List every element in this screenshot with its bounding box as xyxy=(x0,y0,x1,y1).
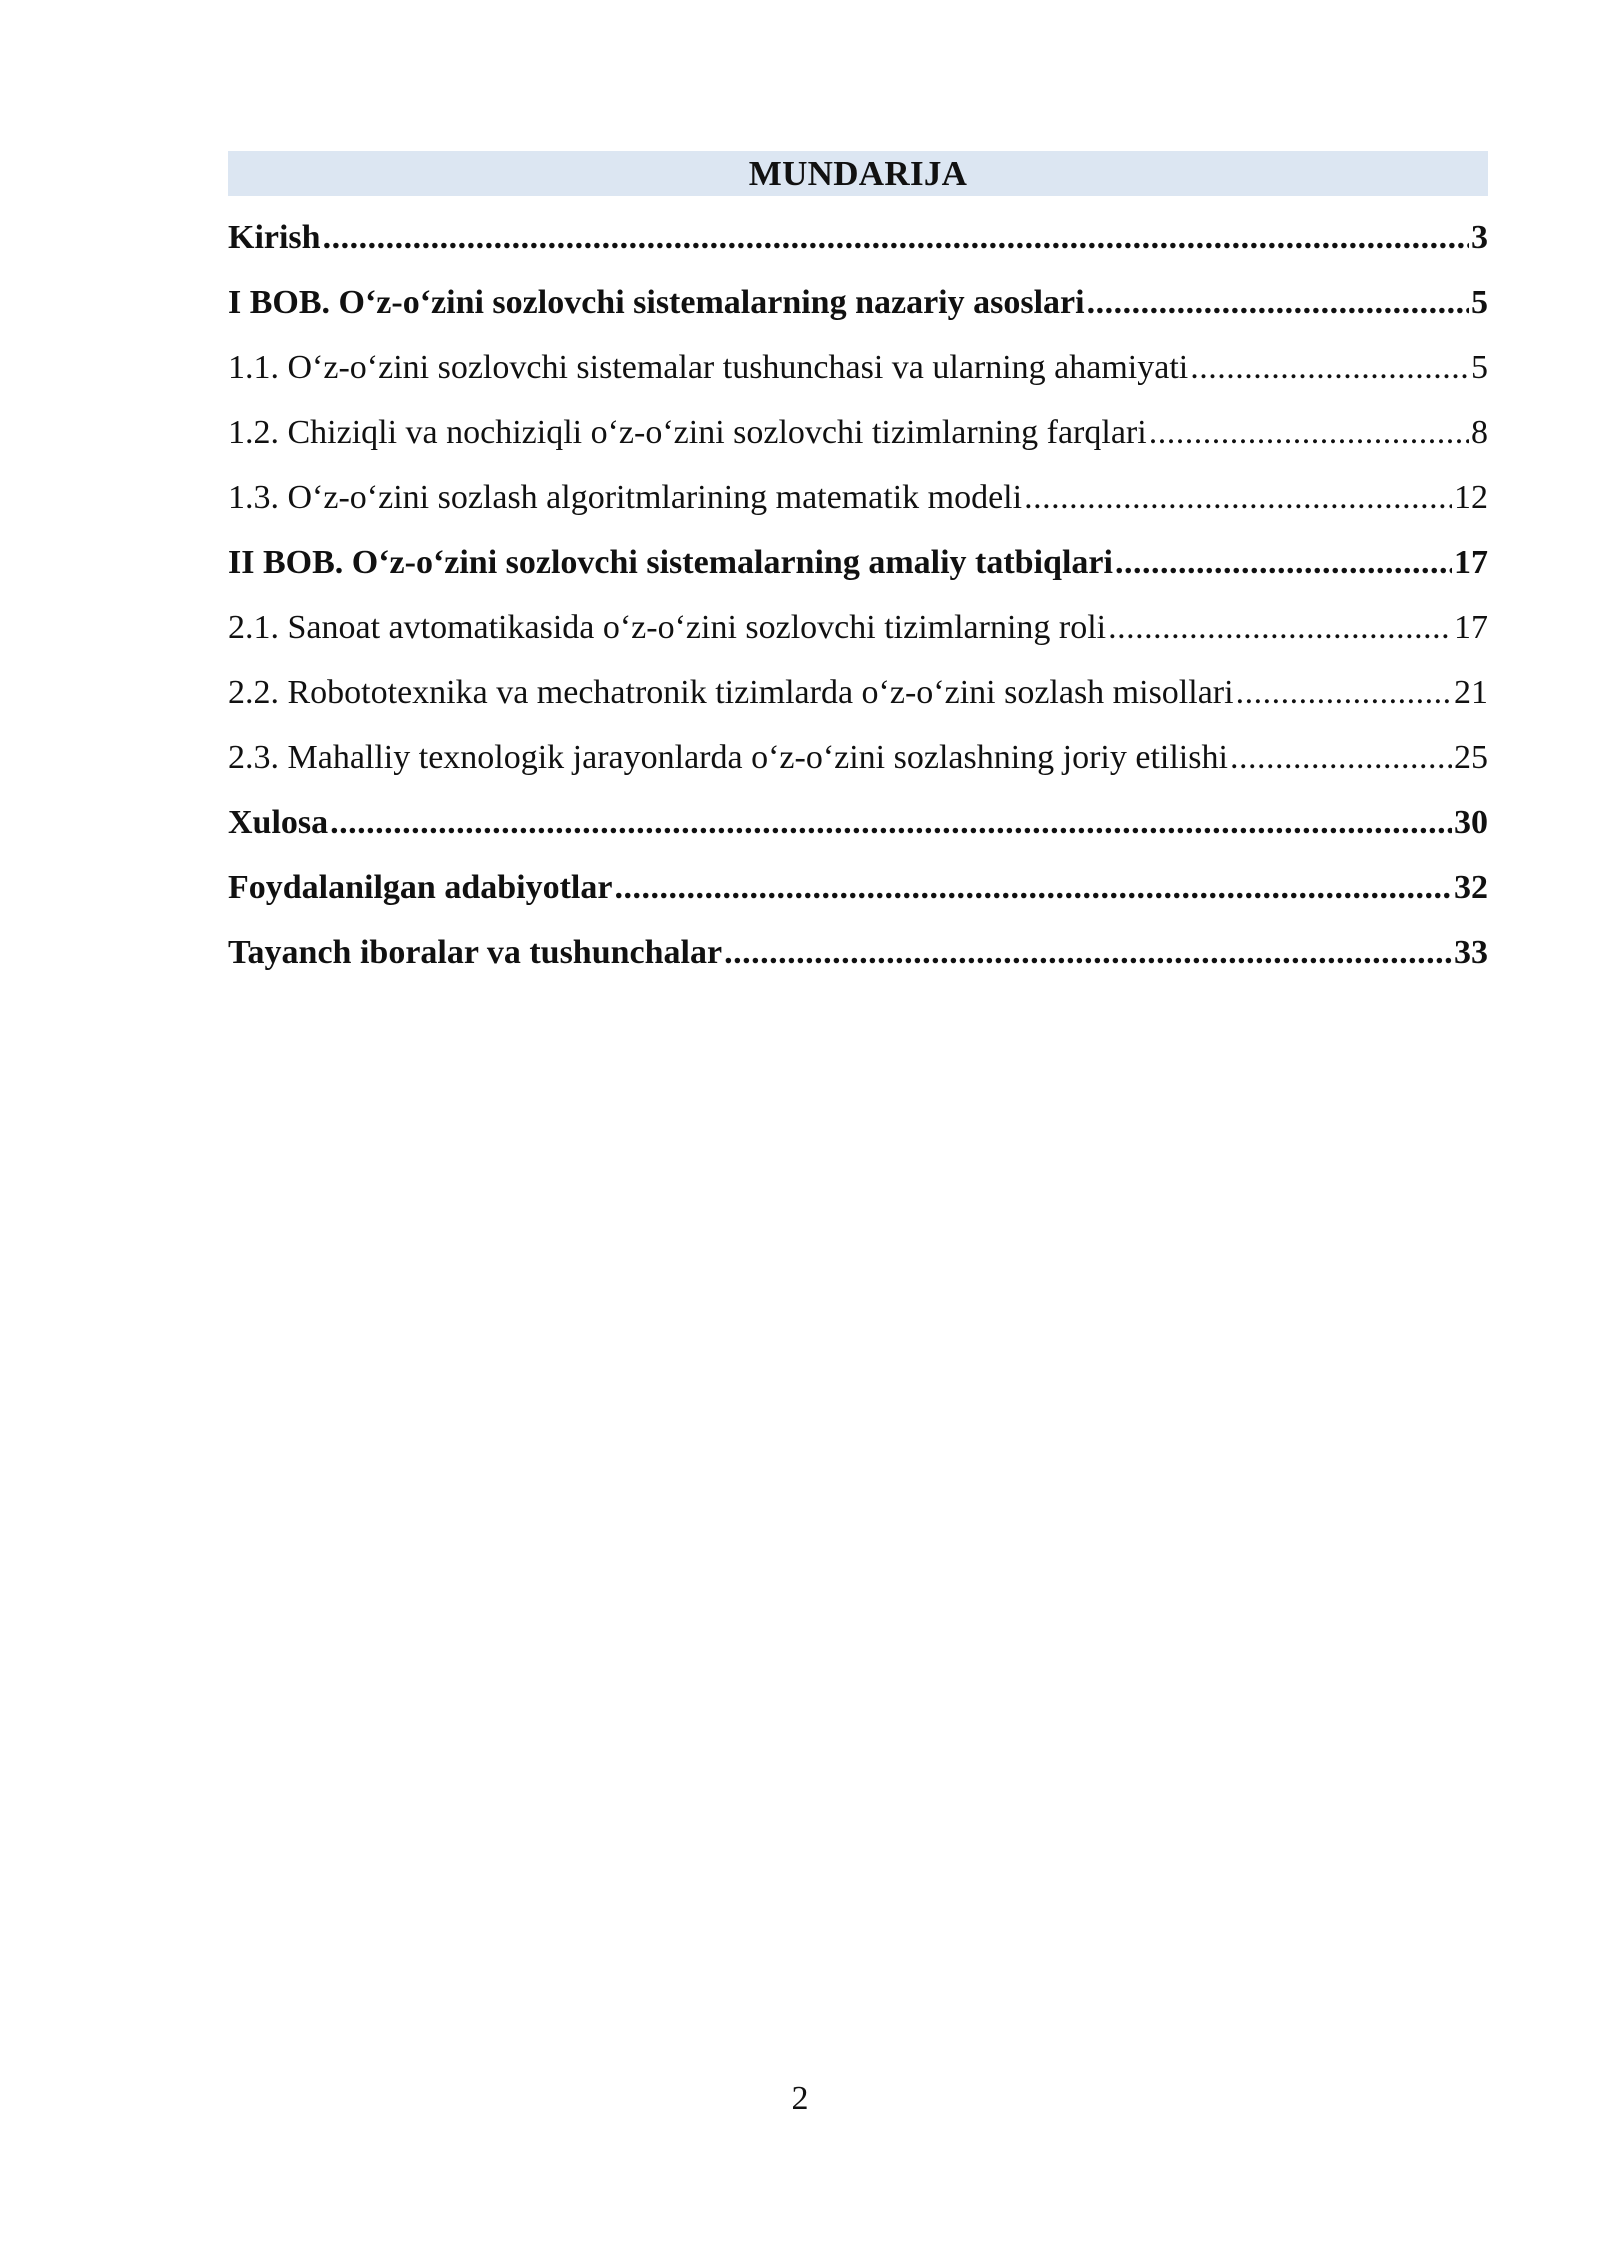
toc-entry-text: 2.3. Mahalliy texnologik jarayonlarda o‘z-o‘zini sozlashning joriy etilishi xyxy=(228,738,1228,776)
toc-entry-section-1-3[interactable] xyxy=(228,465,1488,530)
toc-list xyxy=(228,205,1488,985)
toc-title-bar xyxy=(228,151,1488,196)
toc-entry-kirish[interactable] xyxy=(228,205,1488,270)
page-number: 2 xyxy=(791,2080,809,2117)
toc-entry-text: 2.1. Sanoat avtomatikasida o‘z-o‘zini sozlovchi tizimlarning roli xyxy=(228,608,1107,646)
toc-entry-page: 8 xyxy=(1471,413,1488,451)
toc-entry-text: 1.1. O‘z-o‘zini sozlovchi sistemalar tushunchasi va ularning ahamiyati xyxy=(228,348,1189,386)
toc-entry-text: II BOB. O‘z-o‘zini sozlovchi sistemalarning amaliy tatbiqlari xyxy=(228,543,1113,581)
toc-leader xyxy=(1115,544,1452,582)
toc-entry-text: Foydalanilgan adabiyotlar xyxy=(228,868,613,906)
toc-entry-section-2-2[interactable] xyxy=(228,660,1488,725)
toc-leader xyxy=(1190,349,1469,387)
toc-entry-section-2-1[interactable] xyxy=(228,595,1488,660)
toc-entry-text: Xulosa xyxy=(228,803,329,841)
toc-entry-page: 25 xyxy=(1454,738,1488,776)
toc-entry-page: 32 xyxy=(1454,868,1488,906)
toc-leader xyxy=(1024,479,1452,517)
toc-entry-chapter-2[interactable] xyxy=(228,530,1488,595)
toc-entry-section-1-2[interactable] xyxy=(228,400,1488,465)
toc-entry-text: Kirish xyxy=(228,218,321,256)
toc-entry-adabiyotlar[interactable] xyxy=(228,855,1488,920)
toc-entry-tayanch-iboralar[interactable] xyxy=(228,920,1488,985)
toc-entry-page: 5 xyxy=(1471,348,1488,386)
toc-entry-text: I BOB. O‘z-o‘zini sozlovchi sistemalarning nazariy asoslari xyxy=(228,283,1085,321)
toc-leader xyxy=(1108,609,1452,647)
toc-entry-section-2-3[interactable] xyxy=(228,725,1488,790)
toc-entry-chapter-1[interactable] xyxy=(228,270,1488,335)
toc-entry-text: 1.3. O‘z-o‘zini sozlash algoritmlarining matematik modeli xyxy=(228,478,1023,516)
toc-entry-text: 1.2. Chiziqli va nochiziqli o‘z-o‘zini sozlovchi tizimlarning farqlari xyxy=(228,413,1147,451)
toc-entry-page: 5 xyxy=(1471,283,1488,321)
toc-entry-page: 17 xyxy=(1454,543,1488,581)
toc-entry-page: 3 xyxy=(1471,218,1488,256)
toc-leader xyxy=(323,219,1469,257)
toc-leader xyxy=(1236,674,1452,712)
toc-leader xyxy=(724,934,1452,972)
toc-leader xyxy=(1087,284,1469,322)
toc-leader xyxy=(614,869,1452,907)
toc-leader xyxy=(330,804,1452,842)
toc-entry-section-1-1[interactable] xyxy=(228,335,1488,400)
toc-leader xyxy=(1230,739,1452,777)
toc-title: MUNDARIJA xyxy=(748,154,968,193)
toc-entry-page: 12 xyxy=(1454,478,1488,516)
toc-entry-xulosa[interactable] xyxy=(228,790,1488,855)
toc-entry-text: 2.2. Robototexnika va mechatronik tizimlarda o‘z-o‘zini sozlash misollari xyxy=(228,673,1234,711)
toc-entry-text: Tayanch iboralar va tushunchalar xyxy=(228,933,723,971)
toc-entry-page: 33 xyxy=(1454,933,1488,971)
toc-entry-page: 21 xyxy=(1454,673,1488,711)
toc-leader xyxy=(1149,414,1469,452)
toc-entry-page: 30 xyxy=(1454,803,1488,841)
toc-entry-page: 17 xyxy=(1454,608,1488,646)
